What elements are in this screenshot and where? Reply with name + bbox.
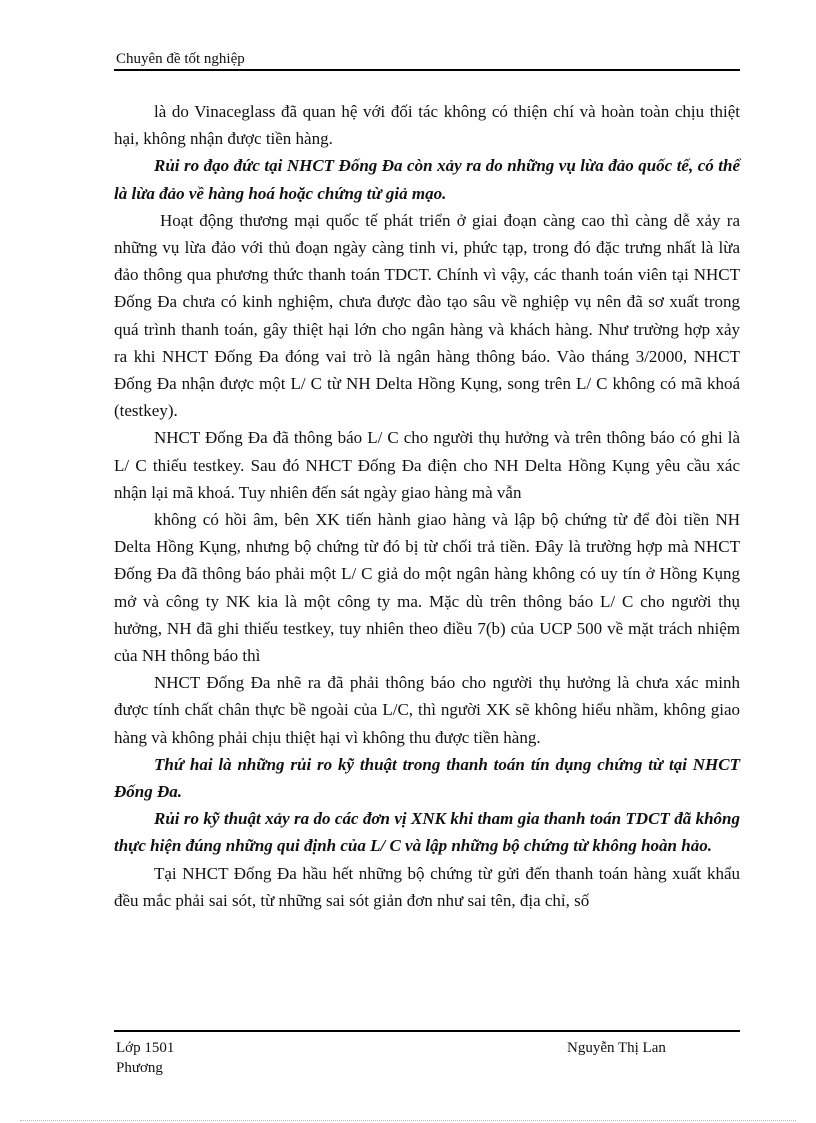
paragraph-continuation: là do Vinaceglass đã quan hệ với đối tác không có thiện chí và hoàn toàn chịu thiệt hại, không nhận được tiền hàng.	[114, 102, 740, 149]
footer-author-name-continued: Phương	[116, 1060, 163, 1076]
paragraph-no-reply: không có hồi âm, bên XK tiến hành giao hàng và lập bộ chứng từ để đòi tiền NH Delta Hồng Kụng, nhưng bộ chứng từ đó bị từ chối trả tiền. Đây là trường hợp mà NHCT Đống Đa đã thông báo phải một L/ C giả do một ngân hàng không có uy tín ở Hồng Kụng mở và công ty NK kia là một công ty ma. Mặc dù trên thông báo L/ C cho người thụ hưởng, NH đã ghi thiếu testkey, tuy nhiên theo điều 7(b) của UCP 500 về mặt trách nhiệm của NH thông báo thì	[114, 510, 740, 666]
paragraph-should-have-notified: NHCT Đống Đa nhẽ ra đã phải thông báo cho người thụ hưởng là chưa xác minh được tính chất chân thực bề ngoài của L/C, thì người XK sẽ không hiểu nhầm, không giao hàng và không phải chịu thiệt hại vì không thu được tiền hàng.	[114, 673, 740, 747]
page-header-title: Chuyên đề tốt nghiệp	[116, 51, 245, 67]
header-divider	[114, 69, 740, 71]
paragraph-lc-notice: NHCT Đống Đa đã thông báo L/ C cho người thụ hưởng và trên thông báo có ghi là L/ C thiếu testkey. Sau đó NHCT Đống Đa điện cho NH Delta Hồng Kụng yêu cầu xác nhận lại mã khoá. Tuy nhiên đến sát ngày giao hàng mà vẫn	[114, 428, 740, 502]
paragraph-fraud-development: Hoạt động thương mại quốc tế phát triển ở giai đoạn càng cao thì càng dễ xảy ra những vụ lừa đảo với thủ đoạn ngày càng tinh vi, phức tạp, trong đó đặc trưng nhất là lừa đảo thông qua phương thức thanh toán TDCT. Chính vì vậy, các thanh toán viên tại NHCT Đống Đa chưa có kinh nghiệm, chưa được đào tạo sâu về nghiệp vụ nên đã sơ xuất trong quá trình thanh toán, gây thiệt hại lớn cho ngân hàng và khách hàng. Như trường hợp xảy ra khi NHCT Đống Đa đóng vai trò là ngân hàng thông báo. Vào tháng 3/2000, NHCT Đống Đa nhận được một L/ C từ NH Delta Hồng Kụng, song trên L/ C không có mã khoá (testkey).	[114, 210, 740, 421]
footer-class-label: Lớp 1501	[116, 1040, 175, 1056]
document-body	[114, 98, 740, 914]
footer-author-name: Nguyễn Thị Lan	[567, 1040, 666, 1056]
bold-heading-technical-cause: Rủi ro kỹ thuật xảy ra do các đơn vị XNK khi tham gia thanh toán TDCT đã không thực hiện đúng những qui định của L/ C và lập những bộ chứng từ không hoàn hảo.	[114, 809, 740, 856]
bold-heading-technical-risk: Thứ hai là những rủi ro kỹ thuật trong thanh toán tín dụng chứng từ tại NHCT Đống Đa.	[114, 754, 740, 802]
footer-divider	[114, 1030, 740, 1032]
paragraph-document-errors: Tại NHCT Đống Đa hầu hết những bộ chứng từ gửi đến thanh toán hàng xuất khẩu đều mắc phải sai sót, từ những sai sót giản đơn như sai tên, địa chỉ, số	[114, 863, 740, 910]
footer-left	[116, 1038, 174, 1078]
bold-heading-ethical-risk: Rủi ro đạo đức tại NHCT Đống Đa còn xảy ra do những vụ lừa đảo quốc tế, có thể là lừa đảo về hàng hoá hoặc chứng từ giả mạo.	[114, 156, 740, 203]
page-bottom-dotted-line	[20, 1120, 796, 1121]
